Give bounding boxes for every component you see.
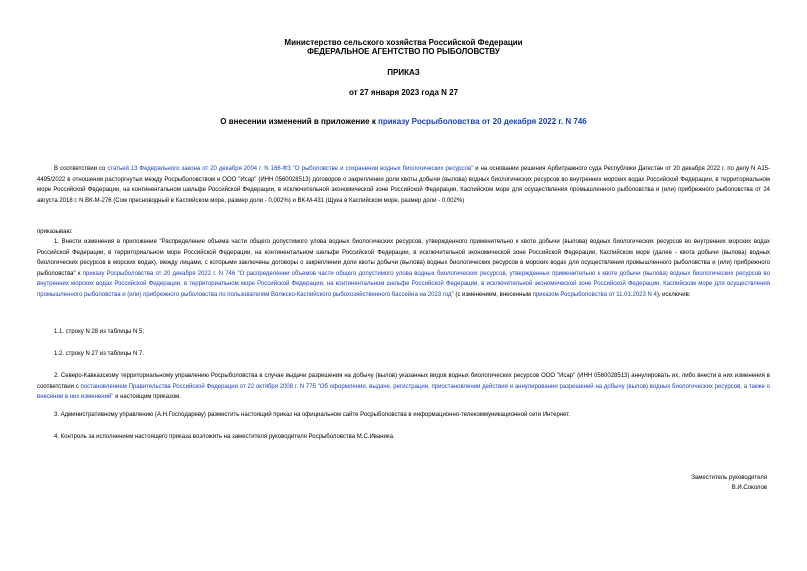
item-2-text-2: и настоящим приказом. [113,394,181,400]
title-prefix: О внесении изменений в приложение к [220,117,379,126]
basis-text-2: и на основании решения Арбитражного суда Республики Дагестан от 20 декабря 2022 г. по делу N А15-4495/2022 в отношении расторгнутых между Росрыболовством и ООО "Исар" (ИНН 0560028513) договоров о закреплении доли квоты добычи (вылова) водных биологических ресурсов во внутренних морских водах Российской Федерации, в территориальном море Российской Федерации, на континентальном шельфе Российской Федерации, в исключительной экономической зоне Российской Федерации, Каспийском море для осуществления промышленного рыболовства и (или) прибрежного рыболовства от 24 августа 2018 г. N ВК-М-276 (Сом пресноводный в Каспийском море, размер доли - 0,002%) и ВК-М-431 (Щука в Каспийском море, размер доли - 0,002%) [37,166,771,204]
order-746-link[interactable]: приказу Росрыболовства от 20 декабря 2022 г. N 746 "О распределении объемов части общего допустимого улова водных биологических ресурсов, утвержденных применительно к квоте добычи (вылова) водных биологических ресурсов во внутренних морских водах Российской Федерации, в территориальном море Российской Федерации, на континентальном шельфе Российской Федерации, в исключительной экономической зоне Российской Федерации, Каспийском море для осуществления промышленного рыболовства и (или) прибрежного рыболовства по пользователям Волжско-Каспийского рыбохозяйственного бассейна на 2023 год" [37,270,770,298]
item-4: 4. Контроль за исполнением настоящего приказа возложить на заместителя руководителя Росрыболовства М.С.Иваника. [54,434,395,440]
basis-paragraph [37,164,770,206]
item-1-text-1: 1. Внести изменения в приложение "Распределение объема части общего допустимого улова водных биологических ресурсов, утвержденного применительно к квоте добычи (вылова) водных биологических ресурсов во внутренних морских водах Российской Федерации, в территориальном море Российской Федерации, на континентальном шельфе Российской Федерации, в исключительной экономической зоне Российской Федерации, Каспийском море (далее - квота добычи (вылова) водных биологических ресурсов в морских водах), между лицами, с которыми заключены договоры о закреплении доли квоты добычи (вылова) водных биологических ресурсов в морских водах для осуществления промышленного рыболовства и (или) прибрежного рыболовства" к [37,239,770,277]
item-1 [37,237,770,300]
document-title [0,117,807,126]
item-1-text-2: (с изменением, внесенным [453,291,533,298]
basis-text-1: В соответствии со [54,166,108,172]
government-decree-link[interactable]: постановлением Правительства Российской Федерации от 22 октября 2008 г. N 775 "Об оформлении, выдаче, регистрации, приостановлении действия и аннулировании разрешений на добычу (вылов) водных биологических ресурсов, а также о внесении в них изменений" [37,383,770,400]
signature-block [691,473,767,493]
item-1-text-3: ), исключив: [656,291,691,298]
item-3: 3. Административному управлению (А.Н.Господареву) разместить настоящий приказ на официальном сайте Росрыболовства в информационно-телекоммуникационной сети Интернет. [54,412,571,418]
document-date-number: от 27 января 2023 года N 27 [348,88,459,97]
agency-name: ФЕДЕРАЛЬНОЕ АГЕНТСТВО ПО РЫБОЛОВСТВУ [307,47,500,56]
item-1-2: 1.2. строку N 27 из таблицы N 7. [54,351,145,357]
ministry-name: Министерство сельского хозяйства Российской Федерации [284,38,523,47]
item-1-1: 1.1. строку N 28 из таблицы N 5; [54,329,145,335]
order-word: приказываю: [37,229,73,235]
document-type: ПРИКАЗ [387,68,420,77]
title-order-link[interactable]: приказу Росрыболовства от 20 декабря 2022 г. N 746 [378,117,587,126]
order-4-link[interactable]: приказом Росрыболовства от 11.01.2023 N 4 [532,291,657,298]
item-2 [37,371,770,403]
signature-name: В.И.Соколов [731,485,767,491]
item-2-text-1: 2. Северо-Кавказскому территориальному управлению Росрыболовства в случае выдачи разрешения на добычу (вылов) указанных видов водных биологических ресурсов ООО "Исар" (ИНН 0560028513) аннулировать их, либо внести в них изменения в соответствии с [37,373,770,390]
signature-position: Заместитель руководителя [691,475,767,481]
federal-law-link[interactable]: статьей 13 Федерального закона от 20 декабря 2004 г. N 166-ФЗ "О рыболовстве и сохранении водных биологических ресурсов" [107,166,474,172]
